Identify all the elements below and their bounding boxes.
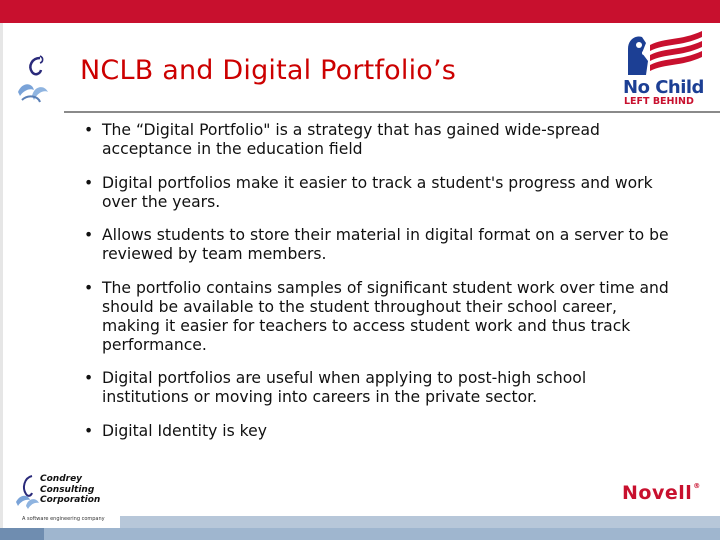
bullet-dot-icon: • <box>84 121 94 139</box>
novell-logo <box>622 482 701 504</box>
nclb-logo-line2: LEFT BEHIND <box>624 96 694 107</box>
bullet-dot-icon: • <box>84 173 94 192</box>
bullet-dot-icon: • <box>84 369 94 387</box>
bullet-text: Digital portfolios make it easier to track a student's progress and work over the years. <box>102 173 653 211</box>
bullet-item <box>84 226 670 264</box>
footer-band <box>0 528 720 540</box>
nclb-logo-line1: No Child <box>623 77 704 98</box>
bullet-dot-icon: • <box>84 226 94 244</box>
c-swirl-logo-icon <box>10 52 66 108</box>
bullet-dot-icon: • <box>84 278 94 297</box>
left-edge-rule <box>0 23 3 540</box>
bullet-text: The “Digital Portfolio" is a strategy that has gained wide-spread acceptance in the education field <box>102 121 600 158</box>
company-name <box>40 474 100 506</box>
bullet-item <box>84 422 670 441</box>
registered-mark: ® <box>693 482 701 490</box>
bullet-text: Digital portfolios are useful when applying to post-high school institutions or moving into careers in the private sector. <box>102 369 587 406</box>
company-name-line1: Condrey <box>40 474 83 484</box>
bullet-text: Allows students to store their material in digital format on a server to be reviewed by team members. <box>102 226 669 263</box>
company-name-line3: Corporation <box>40 495 101 505</box>
company-tagline: A software engineering company <box>22 516 105 522</box>
bullet-item <box>84 174 670 212</box>
slide-title: NCLB and Digital Portfolio’s <box>80 55 457 86</box>
title-divider <box>64 111 720 113</box>
bullet-item <box>84 279 670 355</box>
bullet-dot-icon: • <box>84 421 94 440</box>
bullet-text: Digital Identity is key <box>102 421 267 440</box>
top-red-bar <box>0 0 720 23</box>
bullet-item <box>84 369 670 407</box>
novell-wordmark: Novell <box>622 482 693 504</box>
footer-band-accent <box>0 528 44 540</box>
bullet-list <box>84 121 670 455</box>
bullet-text: The portfolio contains samples of significant student work over time and should be available to the student throughout their school career, making it easier for teachers to access student work and thus track performance. <box>102 278 669 354</box>
footer-band-light <box>120 516 720 528</box>
company-name-line2: Consulting <box>40 484 95 495</box>
bullet-item <box>84 121 670 159</box>
